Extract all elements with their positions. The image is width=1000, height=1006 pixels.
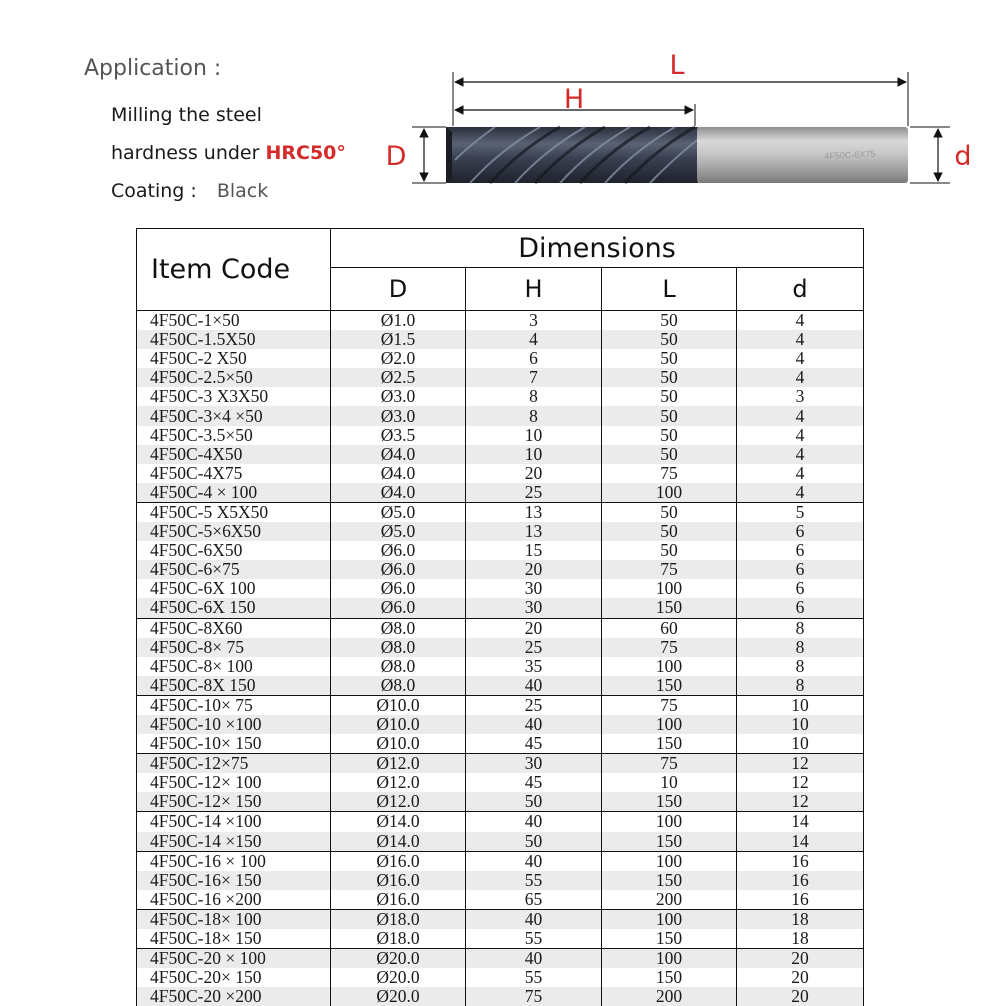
d-cell: 14	[737, 812, 864, 832]
D-cell: Ø8.0	[331, 676, 466, 696]
L-cell: 150	[602, 792, 737, 812]
item-code-cell: 4F50C-16× 150	[137, 871, 331, 890]
L-cell: 50	[602, 311, 737, 331]
L-cell: 100	[602, 909, 737, 929]
column-header-D: D	[331, 268, 466, 311]
label-D: D	[385, 141, 407, 172]
D-cell: Ø2.5	[331, 368, 466, 387]
item-code-cell: 4F50C-12× 150	[137, 792, 331, 812]
H-cell: 40	[466, 909, 602, 929]
L-cell: 100	[602, 579, 737, 598]
d-cell: 4	[737, 483, 864, 503]
L-cell: 150	[602, 734, 737, 754]
item-code-cell: 4F50C-20 ×200	[137, 987, 331, 1006]
table-row	[137, 426, 864, 445]
item-code-cell: 4F50C-20 × 100	[137, 949, 331, 969]
H-cell: 50	[466, 832, 602, 852]
D-cell: Ø12.0	[331, 754, 466, 774]
D-cell: Ø16.0	[331, 871, 466, 890]
table-row	[137, 522, 864, 541]
item-code-cell: 4F50C-8X60	[137, 618, 331, 638]
D-cell: Ø6.0	[331, 598, 466, 618]
H-cell: 6	[466, 349, 602, 368]
D-cell: Ø6.0	[331, 579, 466, 598]
item-code-cell: 4F50C-6X 150	[137, 598, 331, 618]
L-cell: 100	[602, 483, 737, 503]
shank	[697, 127, 908, 183]
H-cell: 13	[466, 522, 602, 541]
d-cell: 16	[737, 851, 864, 871]
d-cell: 8	[737, 638, 864, 657]
L-cell: 100	[602, 949, 737, 969]
D-cell: Ø1.0	[331, 311, 466, 331]
D-cell: Ø5.0	[331, 502, 466, 522]
D-cell: Ø4.0	[331, 464, 466, 483]
L-cell: 75	[602, 695, 737, 715]
d-cell: 12	[737, 792, 864, 812]
coating-value: Black	[216, 180, 269, 202]
d-cell: 4	[737, 464, 864, 483]
L-cell: 150	[602, 929, 737, 949]
d-cell: 4	[737, 426, 864, 445]
D-cell: Ø4.0	[331, 483, 466, 503]
table-row	[137, 311, 864, 331]
H-cell: 40	[466, 949, 602, 969]
D-cell: Ø20.0	[331, 987, 466, 1006]
item-code-cell: 4F50C-16 ×200	[137, 890, 331, 910]
column-header-d: d	[737, 268, 864, 311]
D-cell: Ø10.0	[331, 715, 466, 734]
item-code-cell: 4F50C-3 X3X50	[137, 387, 331, 406]
table-row	[137, 812, 864, 832]
table-row	[137, 987, 864, 1006]
d-cell: 6	[737, 598, 864, 618]
D-cell: Ø5.0	[331, 522, 466, 541]
H-cell: 65	[466, 890, 602, 910]
d-cell: 10	[737, 715, 864, 734]
specification-table	[136, 228, 864, 1006]
d-cell: 6	[737, 560, 864, 579]
table-row	[137, 502, 864, 522]
L-cell: 75	[602, 464, 737, 483]
d-cell: 8	[737, 618, 864, 638]
d-cell: 10	[737, 734, 864, 754]
H-cell: 40	[466, 715, 602, 734]
item-code-cell: 4F50C-3×4 ×50	[137, 406, 331, 425]
item-code-cell: 4F50C-10× 75	[137, 695, 331, 715]
D-cell: Ø3.0	[331, 406, 466, 425]
table-row	[137, 598, 864, 618]
D-cell: Ø1.5	[331, 330, 466, 349]
D-cell: Ø10.0	[331, 695, 466, 715]
L-cell: 150	[602, 676, 737, 696]
item-code-cell: 4F50C-3.5×50	[137, 426, 331, 445]
item-code-header: Item Code	[137, 229, 331, 311]
H-cell: 30	[466, 579, 602, 598]
item-code-cell: 4F50C-12×75	[137, 754, 331, 774]
D-cell: Ø16.0	[331, 851, 466, 871]
item-code-cell: 4F50C-1×50	[137, 311, 331, 331]
item-code-cell: 4F50C-20× 150	[137, 968, 331, 987]
table-row	[137, 368, 864, 387]
item-code-cell: 4F50C-2 X50	[137, 349, 331, 368]
table-row	[137, 618, 864, 638]
shank-marking: 4F50C-6X75	[824, 148, 876, 162]
label-H: H	[563, 84, 585, 115]
L-cell: 100	[602, 851, 737, 871]
L-cell: 200	[602, 987, 737, 1006]
table-row	[137, 579, 864, 598]
H-cell: 55	[466, 929, 602, 949]
hardness-value: HRC50°	[265, 142, 346, 164]
item-code-cell: 4F50C-10× 150	[137, 734, 331, 754]
H-cell: 45	[466, 734, 602, 754]
item-code-cell: 4F50C-1.5X50	[137, 330, 331, 349]
table-row	[137, 464, 864, 483]
d-cell: 10	[737, 695, 864, 715]
H-cell: 55	[466, 968, 602, 987]
D-cell: Ø2.0	[331, 349, 466, 368]
L-cell: 100	[602, 657, 737, 676]
H-cell: 25	[466, 638, 602, 657]
d-cell: 4	[737, 368, 864, 387]
d-cell: 8	[737, 676, 864, 696]
item-code-cell: 4F50C-12× 100	[137, 773, 331, 792]
coating-label: Coating :	[111, 180, 197, 202]
L-cell: 100	[602, 715, 737, 734]
item-code-cell: 4F50C-18× 150	[137, 929, 331, 949]
H-cell: 20	[466, 560, 602, 579]
L-cell: 50	[602, 426, 737, 445]
L-cell: 75	[602, 638, 737, 657]
D-cell: Ø8.0	[331, 638, 466, 657]
d-cell: 5	[737, 502, 864, 522]
L-cell: 60	[602, 618, 737, 638]
L-cell: 50	[602, 502, 737, 522]
D-cell: Ø20.0	[331, 968, 466, 987]
d-cell: 12	[737, 773, 864, 792]
item-code-cell: 4F50C-14 ×150	[137, 832, 331, 852]
item-code-cell: 4F50C-8X 150	[137, 676, 331, 696]
application-title: Application :	[84, 56, 222, 81]
table-row	[137, 832, 864, 852]
d-cell: 3	[737, 387, 864, 406]
table-row	[137, 349, 864, 368]
table-row	[137, 929, 864, 949]
d-cell: 4	[737, 445, 864, 464]
L-cell: 10	[602, 773, 737, 792]
d-cell: 16	[737, 890, 864, 910]
H-cell: 13	[466, 502, 602, 522]
d-cell: 4	[737, 406, 864, 425]
D-cell: Ø18.0	[331, 909, 466, 929]
item-code-cell: 4F50C-4X75	[137, 464, 331, 483]
L-cell: 150	[602, 871, 737, 890]
table-row	[137, 715, 864, 734]
column-header-H: H	[466, 268, 602, 311]
H-cell: 3	[466, 311, 602, 331]
item-code-cell: 4F50C-4X50	[137, 445, 331, 464]
D-cell: Ø14.0	[331, 812, 466, 832]
item-code-cell: 4F50C-8× 75	[137, 638, 331, 657]
H-cell: 50	[466, 792, 602, 812]
L-cell: 150	[602, 968, 737, 987]
L-cell: 150	[602, 598, 737, 618]
dimensions-header: Dimensions	[331, 229, 864, 268]
D-cell: Ø4.0	[331, 445, 466, 464]
H-cell: 55	[466, 871, 602, 890]
L-cell: 75	[602, 560, 737, 579]
d-cell: 8	[737, 657, 864, 676]
table-row	[137, 657, 864, 676]
d-cell: 20	[737, 987, 864, 1006]
item-code-cell: 4F50C-16 × 100	[137, 851, 331, 871]
L-cell: 100	[602, 812, 737, 832]
H-cell: 35	[466, 657, 602, 676]
H-cell: 20	[466, 618, 602, 638]
table-row	[137, 968, 864, 987]
hardness-prefix: hardness under	[111, 142, 266, 164]
item-code-cell: 4F50C-8× 100	[137, 657, 331, 676]
application-description: Milling the steel	[111, 104, 262, 126]
D-cell: Ø20.0	[331, 949, 466, 969]
table-row	[137, 483, 864, 503]
L-cell: 50	[602, 368, 737, 387]
H-cell: 25	[466, 695, 602, 715]
item-code-cell: 4F50C-10 ×100	[137, 715, 331, 734]
table-row	[137, 445, 864, 464]
H-cell: 40	[466, 812, 602, 832]
D-cell: Ø6.0	[331, 560, 466, 579]
d-cell: 4	[737, 349, 864, 368]
table-row	[137, 541, 864, 560]
L-cell: 50	[602, 349, 737, 368]
table-row	[137, 773, 864, 792]
L-cell: 50	[602, 406, 737, 425]
item-code-cell: 4F50C-6X50	[137, 541, 331, 560]
L-cell: 50	[602, 387, 737, 406]
D-cell: Ø10.0	[331, 734, 466, 754]
table-row	[137, 387, 864, 406]
H-cell: 4	[466, 330, 602, 349]
d-cell: 18	[737, 909, 864, 929]
H-cell: 20	[466, 464, 602, 483]
L-cell: 150	[602, 832, 737, 852]
d-cell: 12	[737, 754, 864, 774]
L-cell: 50	[602, 445, 737, 464]
H-cell: 40	[466, 676, 602, 696]
L-cell: 75	[602, 754, 737, 774]
d-cell: 16	[737, 871, 864, 890]
H-cell: 10	[466, 445, 602, 464]
item-code-cell: 4F50C-4 × 100	[137, 483, 331, 503]
L-cell: 200	[602, 890, 737, 910]
D-cell: Ø16.0	[331, 890, 466, 910]
d-cell: 6	[737, 541, 864, 560]
table-row	[137, 695, 864, 715]
table-row	[137, 734, 864, 754]
H-cell: 75	[466, 987, 602, 1006]
d-cell: 20	[737, 949, 864, 969]
item-code-cell: 4F50C-14 ×100	[137, 812, 331, 832]
H-cell: 30	[466, 754, 602, 774]
table-row	[137, 851, 864, 871]
column-header-L: L	[602, 268, 737, 311]
table-row	[137, 871, 864, 890]
D-cell: Ø12.0	[331, 792, 466, 812]
D-cell: Ø18.0	[331, 929, 466, 949]
table-row	[137, 890, 864, 910]
item-code-cell: 4F50C-18× 100	[137, 909, 331, 929]
d-cell: 6	[737, 522, 864, 541]
L-cell: 50	[602, 541, 737, 560]
table-row	[137, 406, 864, 425]
d-cell: 4	[737, 311, 864, 331]
D-cell: Ø8.0	[331, 657, 466, 676]
D-cell: Ø14.0	[331, 832, 466, 852]
H-cell: 40	[466, 851, 602, 871]
item-code-cell: 4F50C-5×6X50	[137, 522, 331, 541]
D-cell: Ø3.5	[331, 426, 466, 445]
table-row	[137, 949, 864, 969]
item-code-cell: 4F50C-6×75	[137, 560, 331, 579]
item-code-cell: 4F50C-6X 100	[137, 579, 331, 598]
table-row	[137, 754, 864, 774]
H-cell: 25	[466, 483, 602, 503]
L-cell: 50	[602, 330, 737, 349]
label-L: L	[669, 50, 685, 81]
d-cell: 4	[737, 330, 864, 349]
H-cell: 15	[466, 541, 602, 560]
H-cell: 7	[466, 368, 602, 387]
table-row	[137, 560, 864, 579]
H-cell: 30	[466, 598, 602, 618]
L-cell: 50	[602, 522, 737, 541]
label-d: d	[954, 141, 972, 172]
D-cell: Ø6.0	[331, 541, 466, 560]
H-cell: 8	[466, 387, 602, 406]
d-cell: 20	[737, 968, 864, 987]
flute-tip	[446, 127, 452, 183]
D-cell: Ø3.0	[331, 387, 466, 406]
item-code-cell: 4F50C-2.5×50	[137, 368, 331, 387]
table-row	[137, 676, 864, 696]
H-cell: 8	[466, 406, 602, 425]
d-cell: 6	[737, 579, 864, 598]
D-cell: Ø8.0	[331, 618, 466, 638]
table-row	[137, 909, 864, 929]
d-cell: 18	[737, 929, 864, 949]
item-code-cell: 4F50C-5 X5X50	[137, 502, 331, 522]
D-cell: Ø12.0	[331, 773, 466, 792]
table-row	[137, 638, 864, 657]
table-row	[137, 330, 864, 349]
table-row	[137, 792, 864, 812]
d-cell: 14	[737, 832, 864, 852]
H-cell: 45	[466, 773, 602, 792]
end-mill-diagram	[0, 0, 1000, 220]
H-cell: 10	[466, 426, 602, 445]
